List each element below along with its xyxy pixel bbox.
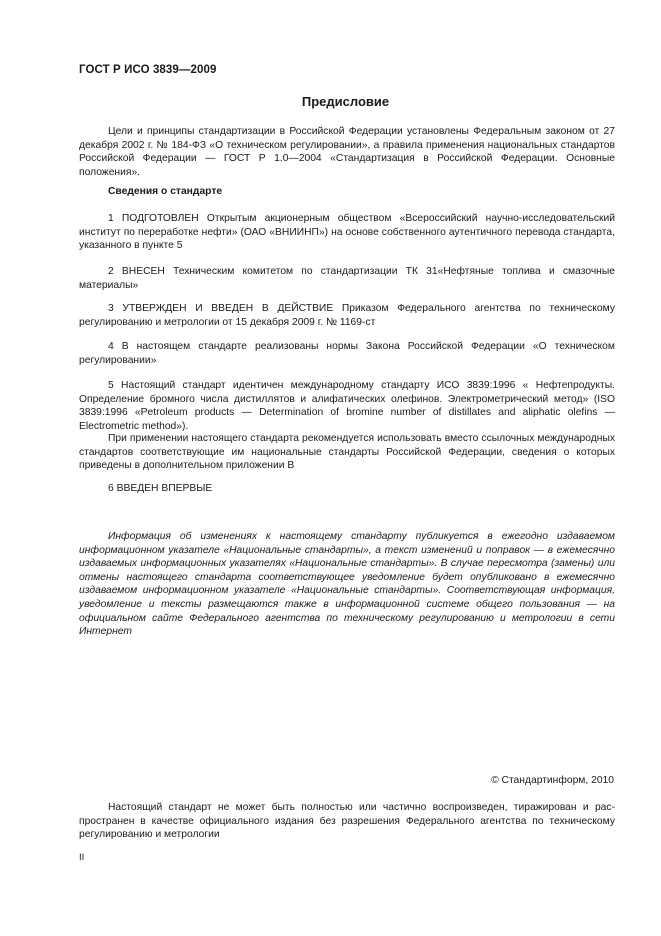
copyright: © Стандартинформ, 2010 (491, 775, 614, 786)
document-header: ГОСТ Р ИСО 3839—2009 (79, 64, 217, 76)
item-1: 1 ПОДГОТОВЛЕН Открытым акционерным обществом «Всероссийский научно-исследовательский институт по переработке нефти» (ОАО «ВНИИНП») на основе собственного аутентичного перевода стандарта, указанного в пункте 5 (79, 213, 615, 252)
item-6: 6 ВВЕДЕН ВПЕРВЫЕ (108, 483, 213, 494)
page-title: Предисловие (301, 94, 390, 109)
info-heading: Сведения о стандарте (108, 186, 223, 197)
reproduction-notice: Настоящий стандарт не может быть полностью или частично воспроизведен, тиражирован и распространен в качестве официального издания без разрешения Федерального агентства по техническому регулированию и метрологии (79, 802, 615, 841)
page-number: II (79, 852, 85, 863)
notice-paragraph: Информация об изменениях к настоящему стандарту публикуется в ежегодно издаваемом информационном указателе «Национальные стандарты», а текст изменений и поправок — в ежемесячно издаваемых информационных указателях «Национальные стандарты». В случае пересмотра (замены) или отмены настоящего стандарта соответствующее уведомление будет опубликовано в ежемесячно издаваемом информационном указателе «Национальные стандарты». Соответствующая информация, уведомление и тексты размещаются также в информационной системе общего пользования — на официальном сайте Федерального агентства по техническому регулированию и метрологии в сети Интернет (79, 531, 615, 638)
intro-paragraph: Цели и принципы стандартизации в Российской Федерации установлены Федеральным законом от 27 декабря 2002 г. № 184-ФЗ «О техническом регулировании», а правила применения национальных стандартов Российской Федерации — ГОСТ Р 1.0—2004 «Стандартизация в Российской Федерации. Основные положения». (79, 126, 615, 178)
item-5: 5 Настоящий стандарт идентичен международному стандарту ИСО 3839:1996 « Нефтепродукты. Определение бромного числа дистиллятов и алифатических олефинов. Электрометрический метод» (ISO 3839:1996 «Petroleum products — Determination of bromine number of distillates and aliphatic olefins — Electrometric method»). (79, 380, 615, 432)
item-5-note: При применении настоящего стандарта рекомендуется использовать вместо ссылочных международных стандартов соответствующие им национальные стандарты Российской Федерации, сведения о которых приведены в дополнительном приложении В (79, 433, 615, 472)
item-4: 4 В настоящем стандарте реализованы нормы Закона Российской Федерации «О техническом регулировании» (79, 341, 615, 366)
item-3: 3 УТВЕРЖДЕН И ВВЕДЕН В ДЕЙСТВИЕ Приказом Федерального агентства по техническому регулированию и метрологии от 15 декабря 2009 г. № 1169-ст (79, 303, 615, 328)
item-2: 2 ВНЕСЕН Техническим комитетом по стандартизации ТК 31«Нефтяные топлива и смазочные материалы» (79, 266, 615, 291)
